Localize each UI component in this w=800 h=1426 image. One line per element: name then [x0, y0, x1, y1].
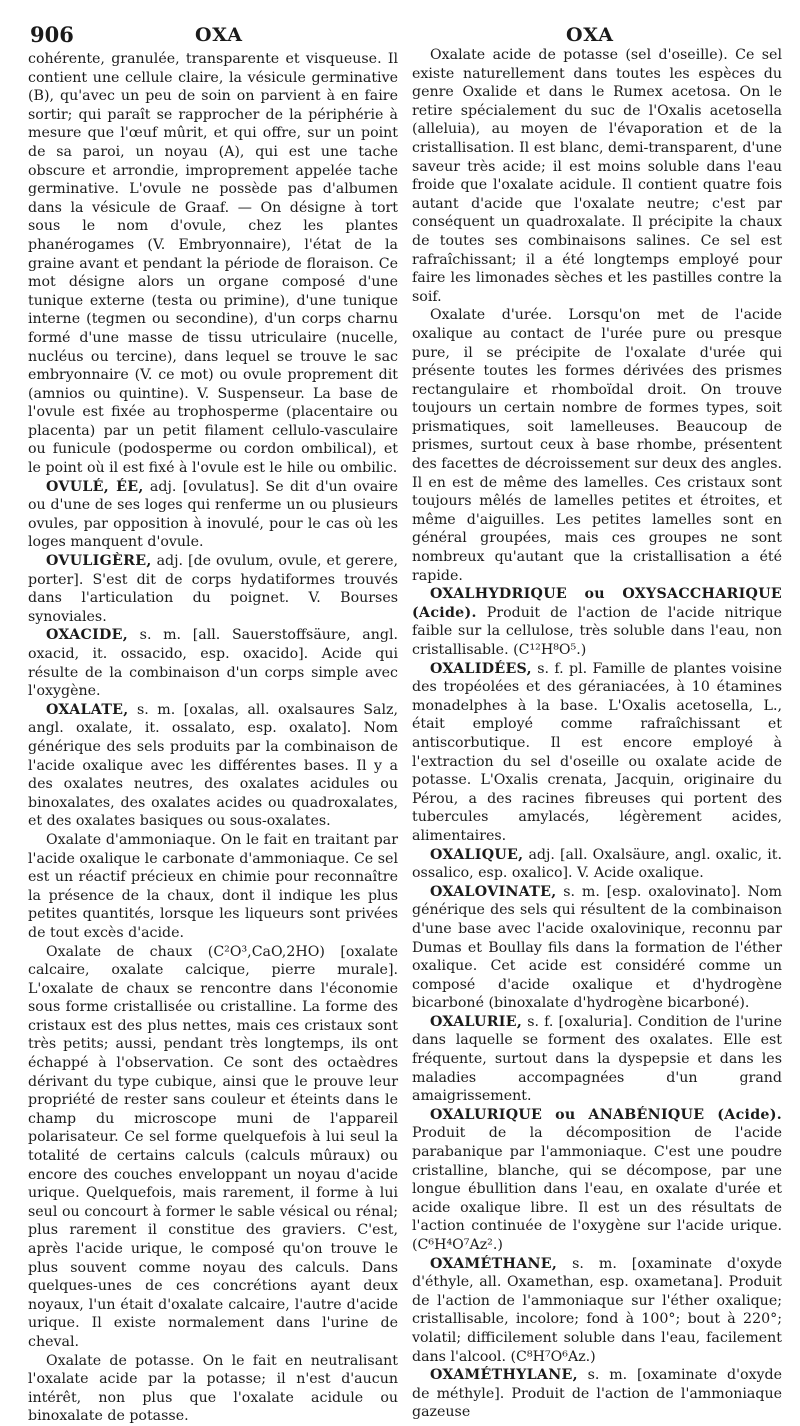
entry-paragraph: [28, 552, 398, 626]
entry-paragraph: [28, 1352, 398, 1426]
entry-headword: OVULÉ, ÉE,: [46, 478, 144, 495]
entry-paragraph: [28, 943, 398, 1352]
entry-paragraph: [412, 46, 782, 306]
paragraph-text: s. m. [oxaminate d'oxyde d'éthyle, all. Oxamethan, esp. oxametana]. Produit de l'action de l'ammoniaque sur l'éther oxalique; cristallisable, incolore; fond à 100°; bout à 220°; volatil; difficilement soluble dans l'eau, facilement dans l'alcool. (C⁸H⁷O⁶Az.): [412, 1255, 782, 1365]
entry-headword: OXALURIQUE ou ANABÉNIQUE (Acide).: [430, 1106, 782, 1123]
entry-paragraph: [28, 831, 398, 943]
entry-paragraph: [28, 50, 398, 478]
paragraph-text: Oxalate de chaux (C²O³,CaO,2HO) [oxalate calcaire, oxalate calcique, pierre murale]. L'oxalate de chaux se rencontre dans l'économie sous forme cristallisée ou cristalline. La forme des cristaux est des plus nettes, mais ces cristaux sont très petits; aussi, pendant très longtemps, ils ont échappé à l'observation. Ce sont des octaèdres dérivant du type cubique, ainsi que le prouve leur propriété de rester sans couleur et éteints dans le champ du microscope muni de l'appareil polarisateur. Ce sel forme quelquefois à lui seul la totalité de certains calculs (calculs mûraux) ou encore des couches enveloppant un noyau d'acide urique. Quelquefois, mais rarement, il forme à lui seul ou concourt à former le sable vésical ou rénal; plus rarement il constitue des graviers. C'est, après l'acide urique, le composé qu'on trouve le plus souvent comme noyau des calculs. Dans quelques-unes de ces concrétions ayant deux noyaux, l'un était d'oxalate calcaire, l'autre d'acide urique. Il existe normalement dans l'urine de cheval.: [28, 943, 398, 1350]
entry-headword: OXALHYDRIQUE ou OXYSACCHARIQUE (Acide).: [412, 586, 782, 621]
paragraph-text: Oxalate de potasse. On le fait en neutralisant l'oxalate acide par la potasse; il n'est d'aucun intérêt, non plus que l'oxalate acidule ou binoxalate de potasse.: [28, 1352, 398, 1425]
paragraph-text: s. m. [all. Sauerstoffsäure, angl. oxacid, it. ossacido, esp. oxacido]. Acide qui résulte de la combinaison d'un corps simple avec l'oxygène.: [28, 627, 398, 700]
entry-headword: OXALURIE,: [430, 1013, 523, 1030]
entry-headword: OXAMÉTHANE,: [430, 1255, 558, 1272]
entry-paragraph: [412, 1366, 782, 1422]
entry-headword: OXALIDÉES,: [430, 660, 532, 677]
paragraph-text: s. m. [oxaminate d'oxyde de méthyle]. Produit de l'action de l'ammoniaque gazeuse: [412, 1367, 782, 1421]
paragraph-text: s. m. [esp. oxalovinato]. Nom générique des sels qui résultent de la combinaison d'une base avec l'acide oxalovinique, reconnu par Dumas et Boullay fils dans la formation de l'éther oxalique. Cet acide est considéré comme un composé d'acide oxalique et d'hydrogène bicarboné (binoxalate d'hydrogène bicarboné).: [412, 883, 782, 1012]
entry-paragraph: [28, 478, 398, 552]
paragraph-text: Produit de l'action de l'acide nitrique faible sur la cellulose, très soluble dans l'eau, non cristallisable. (C¹²H⁸O⁵.): [412, 604, 782, 658]
entry-paragraph: [28, 626, 398, 700]
entry-headword: OVULIGÈRE,: [46, 553, 152, 570]
paragraph-text: adj. [de ovulum, ovule, et gerere, porter]. S'est dit de corps hydatiformes trouvés dans l'articulation du poignet. V. Bourses synoviales.: [28, 553, 398, 625]
paragraph-text: s. m. [oxalas, all. oxalsaures Salz, angl. oxalate, it. ossalato, esp. oxalato]. Nom générique des sels produits par la combinaison de l'acide oxalique avec les différentes bases. Il y a des oxalates neutres, des oxalates acidules ou binoxalates, des oxalates acides ou quadroxalates, et des oxalates basiques ou sous-oxalates.: [28, 701, 398, 830]
entry-headword: OXALATE,: [46, 701, 129, 718]
paragraph-text: Oxalate d'ammoniaque. On le fait en traitant par l'acide oxalique le carbonate d'ammoniaque. Ce sel est un réactif précieux en chimie pour reconnaître la présence de la chaux, dont il indique les plus petites quantités, lorsque les liqueurs sont privées de tout excès d'acide.: [28, 831, 398, 941]
entry-paragraph: [412, 585, 782, 659]
page-number: 906: [30, 22, 74, 47]
paragraph-text: Oxalate d'urée. Lorsqu'on met de l'acide oxalique au contact de l'urée pure ou presque pure, il se précipite de l'oxalate d'urée qui présente toutes les formes dérivées des prismes rectangulaire et rhomboïdal droit. On trouve toujours un certain nombre de formes types, soit prismatiques, soit lamelleuses. Beaucoup de prismes, surtout ceux à base rhombe, présentent des facettes de décroissement sur deux des angles. Il en est de même des lamelles. Ces cristaux sont toujours mêlés de lamelles petites et étroites, et même d'aiguilles. Les petites lamelles sont en général groupées, mais ces groupes ne sont nombreux qu'autant que la cristallisation a été rapide.: [412, 307, 782, 584]
paragraph-text: Produit de la décomposition de l'acide parabanique par l'ammoniaque. C'est une poudre cristalline, blanche, qui se décompose, par une longue ébullition dans l'eau, en oxalate d'urée et acide oxalique libre. Il est un des résultats de l'action continuée de l'oxygène sur l'acide urique. (C⁶H⁴O⁷Az².): [412, 1125, 782, 1253]
paragraph-text: s. f. pl. Famille de plantes voisine des tropéolées et des géraniacées, à 10 étamines monadelphes à la base. L'Oxalis acetosella, L., était employé comme rafraîchissant et antiscorbutique. Il est encore employé à l'extraction du sel d'oseille ou oxalate acide de potasse. L'Oxalis crenata, Jacquin, originaire du Pérou, a des racines fibreuses qui portent des tubercules amylacés, légèrement acides, alimentaires.: [412, 660, 782, 844]
entry-paragraph: [412, 1255, 782, 1367]
entry-paragraph: [412, 1106, 782, 1255]
paragraph-text: cohérente, granulée, transparente et visqueuse. Il contient une cellule claire, la vésicule germinative (B), qu'avec un peu de soin on parvient à en faire sortir; qui paraît se rapprocher de la périphérie à mesure que l'œuf mûrit, et qui offre, sur un point de sa paroi, un noyau (A), qui est une tache obscure et arrondie, improprement appelée tache germinative. L'ovule ne possède pas d'albumen dans la vésicule de Graaf. — On désigne à tort sous le nom d'ovule, chez les plantes phanérogames (V. Embryonnaire), l'état de la graine avant et pendant la période de floraison. Ce mot désigne alors un organe composé d'une tunique externe (testa ou primine), d'une tunique interne (tegmen ou secondine), d'un corps charnu formé d'une masse de tissu utriculaire (nucelle, nucléus ou tercine), dans lequel se trouve le sac embryonnaire (V. ce mot) ou ovule proprement dit (amnios ou quintine). V. Suspenseur. La base de l'ovule est fixée au trophosperme (placentaire ou placenta) par un petit filament cellulo-vasculaire ou funicule (podosperme ou cordon ombilical), et le point où il est fixé à l'ovule est le hile ou ombilic.: [28, 51, 398, 477]
entry-paragraph: [412, 883, 782, 1013]
entry-headword: OXALIQUE,: [430, 846, 524, 863]
left-running-head: OXA: [195, 24, 244, 46]
entry-paragraph: [412, 660, 782, 846]
paragraph-text: adj. [ovulatus]. Se dit d'un ovaire ou d'une de ses loges qui renferme un ou plusieurs ovules, par opposition à inovulé, pour le cas où les loges manquent d'ovule.: [28, 478, 398, 551]
entry-paragraph: [412, 1013, 782, 1106]
entry-headword: OXACIDE,: [46, 627, 129, 644]
entry-paragraph: [412, 846, 782, 883]
paragraph-text: Oxalate acide de potasse (sel d'oseille). Ce sel existe naturellement dans toutes les espèces du genre Oxalide et dans le Rumex acetosa. On le retire spécialement du suc de l'Oxalis acetosella (alleluia), au moyen de l'évaporation et de la cristallisation. Il est blanc, demi-transparent, d'une saveur très acide; il est moins soluble dans l'eau froide que l'oxalate acidule. Il contient quatre fois autant d'acide que l'oxalate neutre; c'est par conséquent un quadroxalate. Il précipite la chaux de toutes ses combinaisons salines. Ce sel est rafraîchissant; il a été longtemps employé pour faire les limonades sèches et les pastilles contre la soif.: [412, 47, 782, 305]
right-running-head: OXA: [566, 24, 615, 46]
entry-headword: OXALOVINATE,: [430, 883, 557, 900]
entry-paragraph: [412, 306, 782, 585]
paragraph-text: adj. [all. Oxalsäure, angl. oxalic, it. ossalico, esp. oxalico]. V. Acide oxalique.: [412, 846, 782, 882]
entry-headword: OXAMÉTHYLANE,: [430, 1367, 578, 1384]
entry-paragraph: [28, 701, 398, 831]
left-column: [28, 50, 398, 1426]
right-column: [412, 46, 782, 1422]
paragraph-text: s. f. [oxaluria]. Condition de l'urine dans laquelle se forment des oxalates. Elle est fréquente, surtout dans la dyspepsie et dans les maladies accompagnées d'un grand amaigrissement.: [412, 1013, 782, 1105]
